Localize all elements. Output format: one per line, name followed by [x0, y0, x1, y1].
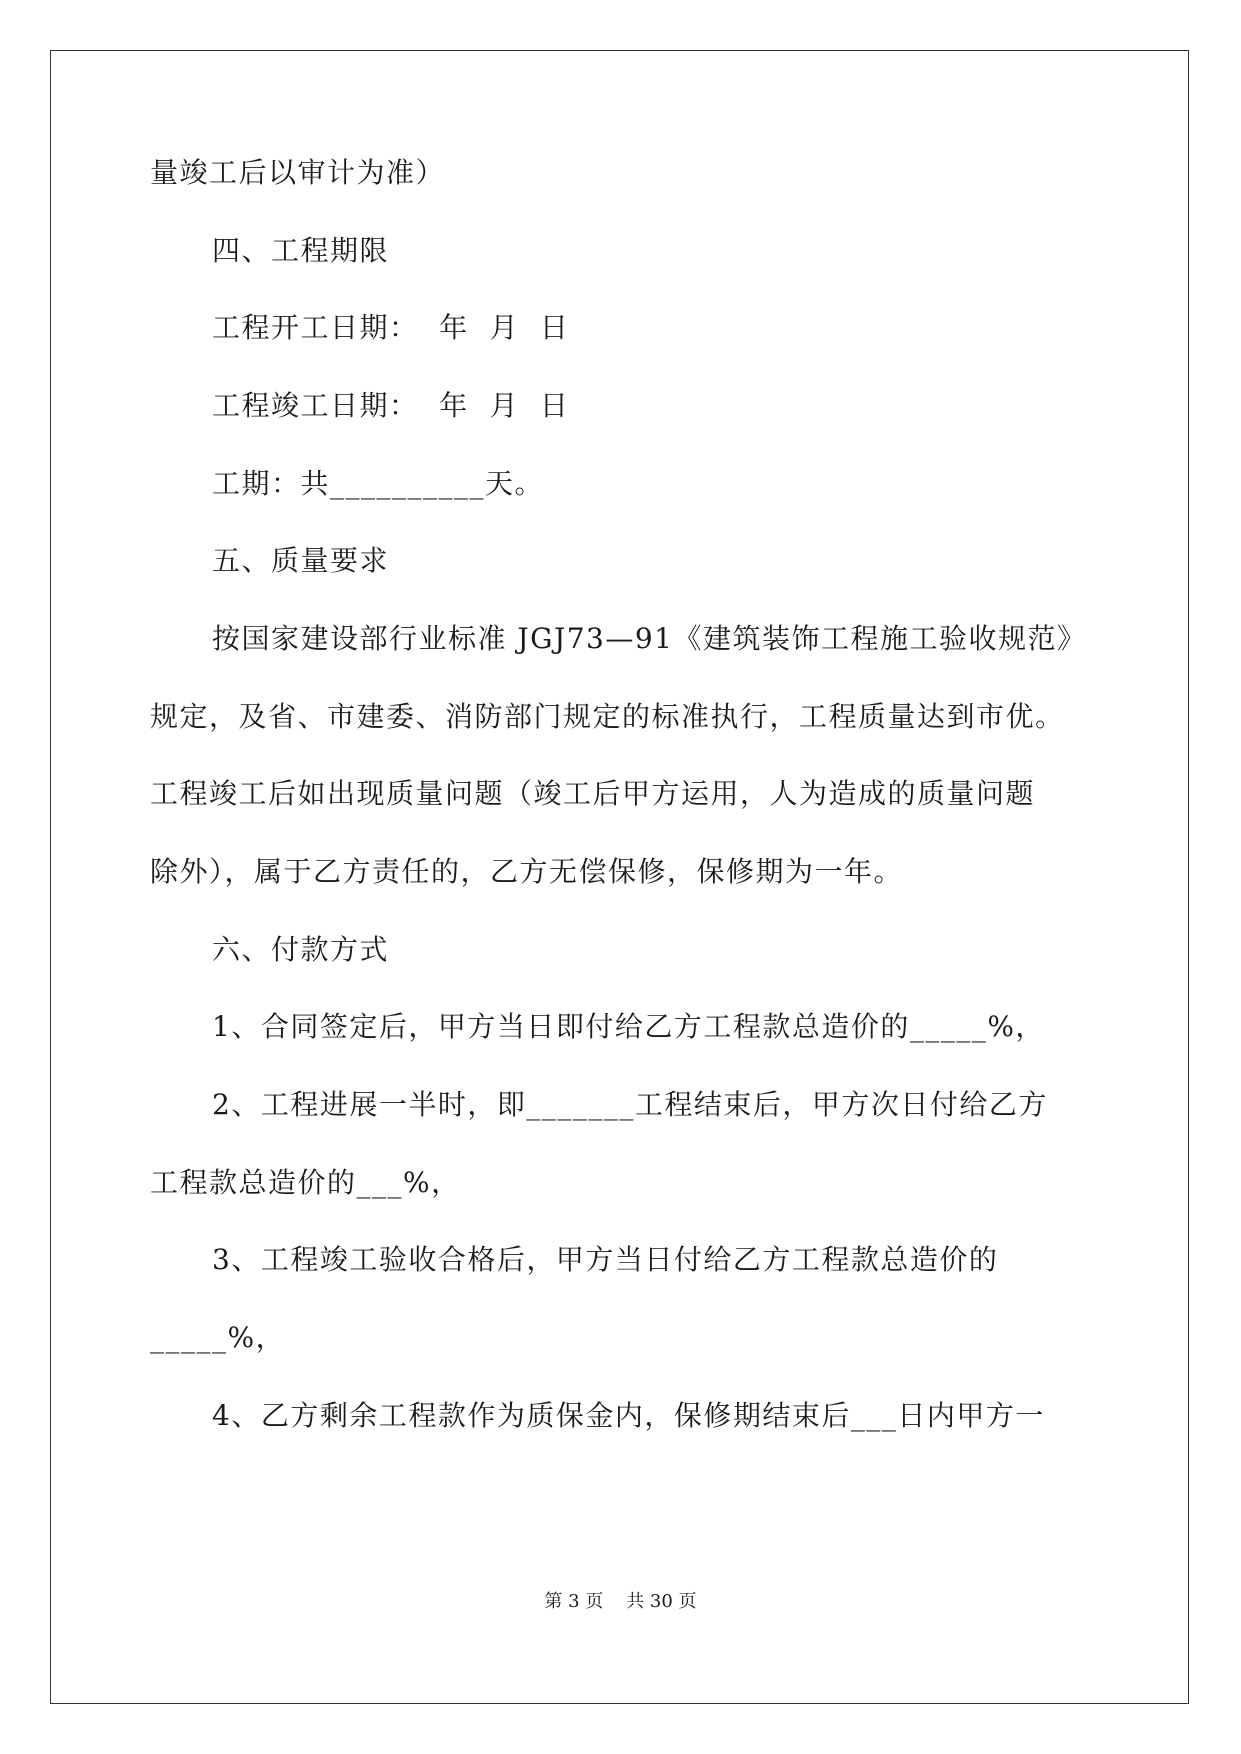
- section-heading-quality: 五、质量要求: [212, 544, 390, 577]
- text-line-duration: 工期：共__________天。: [212, 467, 545, 500]
- text-line: 按国家建设部行业标准 JGJ73—91《建筑装饰工程施工验收规范》: [212, 622, 1087, 655]
- text-line-payment-2: 2、工程进展一半时，即_______工程结束后，甲方次日付给乙方: [212, 1088, 1048, 1121]
- section-heading-schedule: 四、工程期限: [212, 234, 390, 267]
- text-line-completion-date: 工程竣工日期： 年 月 日: [212, 389, 570, 422]
- page-footer: [0, 1590, 1241, 1614]
- section-heading-payment: 六、付款方式: [212, 933, 390, 966]
- text-line: 除外），属于乙方责任的，乙方无偿保修，保修期为一年。: [150, 855, 904, 888]
- text-line-payment-1: 1、合同签定后，甲方当日即付给乙方工程款总造价的_____%，: [212, 1010, 1045, 1043]
- text-line: 工程竣工后如出现质量问题（竣工后甲方运用，人为造成的质量问题: [150, 777, 1036, 810]
- text-line: 工程款总造价的___%，: [150, 1166, 461, 1199]
- text-line-payment-3: 3、工程竣工验收合格后，甲方当日付给乙方工程款总造价的: [212, 1243, 999, 1276]
- page-number: 第 3 页 共 30 页: [544, 1591, 697, 1612]
- text-line-start-date: 工程开工日期： 年 月 日: [212, 311, 570, 344]
- text-line: 规定，及省、市建委、消防部门规定的标准执行，工程质量达到市优。: [150, 700, 1065, 733]
- text-line: 量竣工后以审计为准）: [150, 156, 446, 189]
- text-line-payment-4: 4、乙方剩余工程款作为质保金内，保修期结束后___日内甲方一: [212, 1399, 1045, 1432]
- text-line: _____%，: [150, 1321, 286, 1354]
